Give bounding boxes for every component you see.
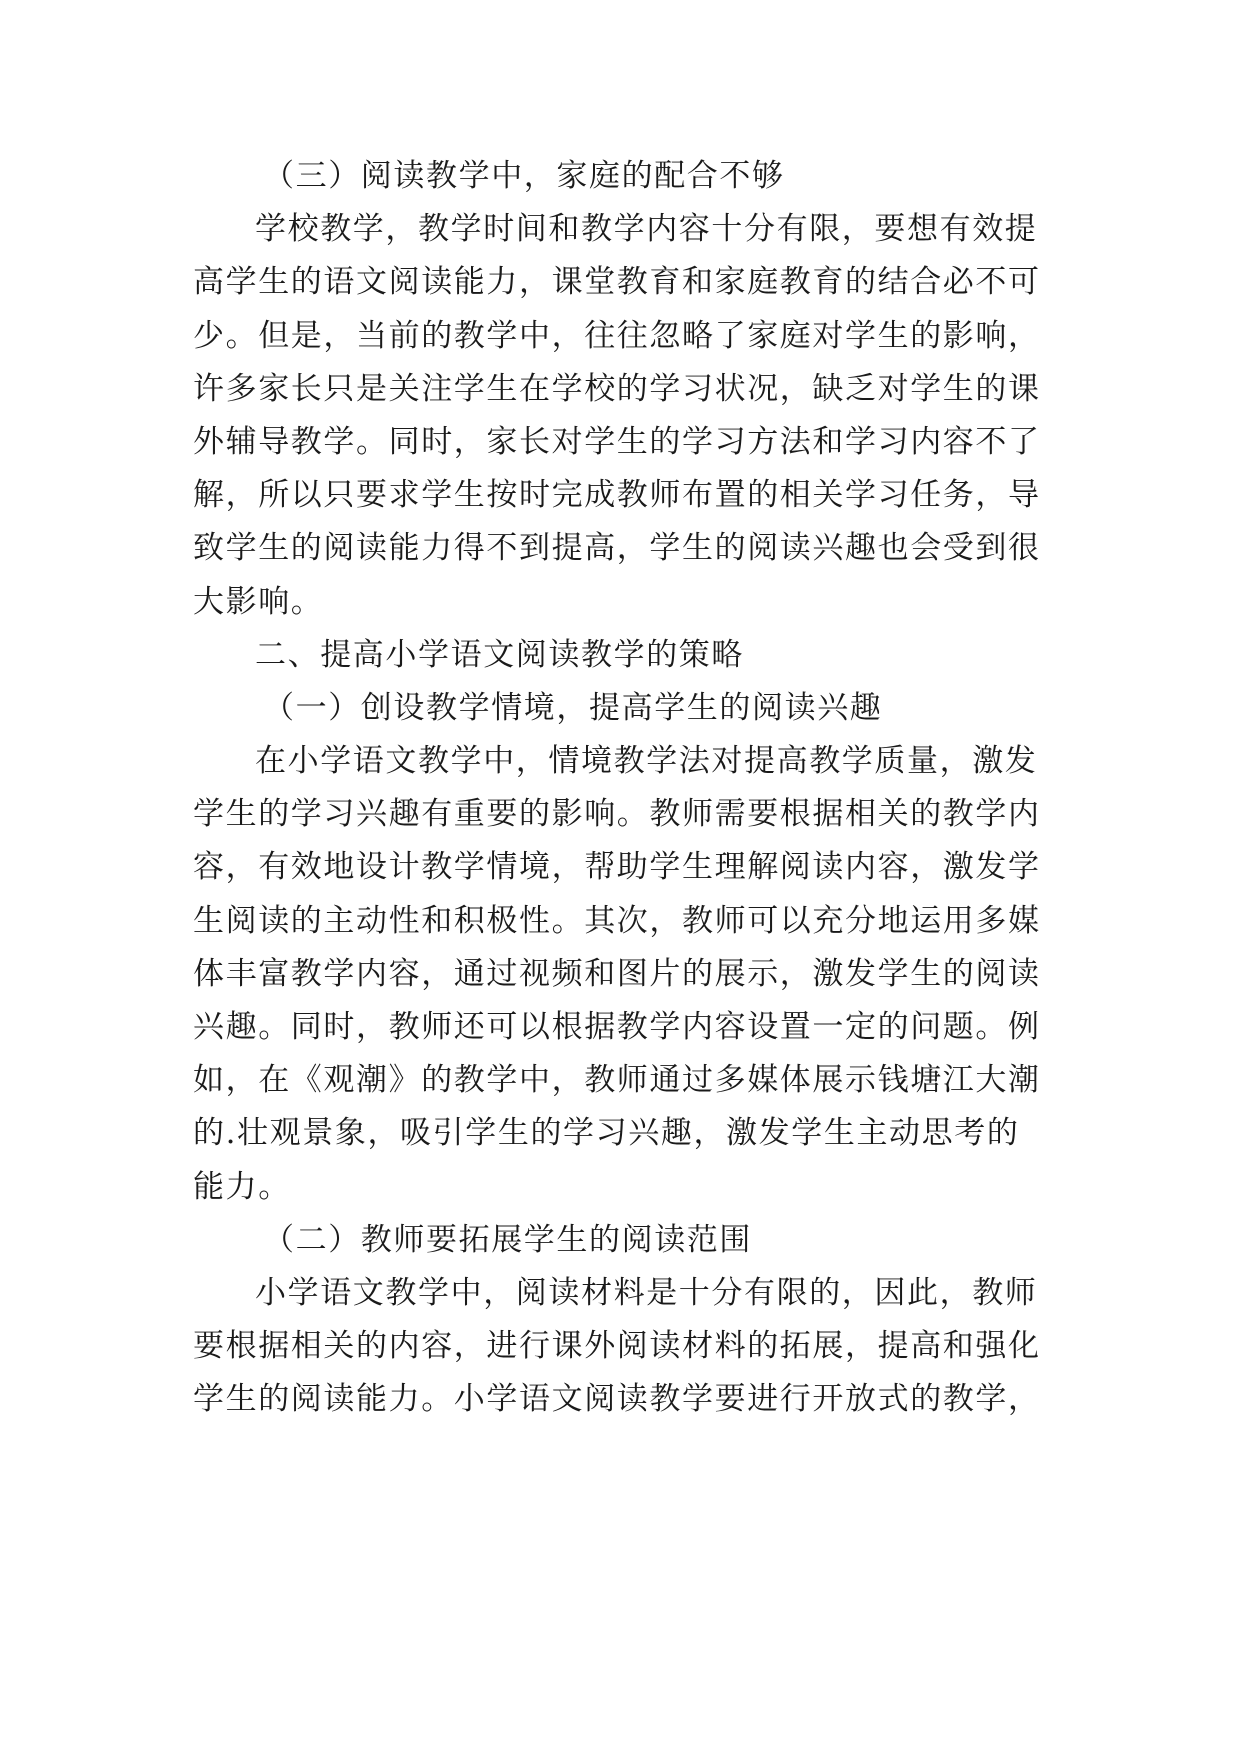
- paragraph-line: 许多家长只是关注学生在学校的学习状况，缺乏对学生的课: [193, 370, 1041, 407]
- paragraph-line: 生阅读的主动性和积极性。其次，教师可以充分地运用多媒: [193, 902, 1041, 939]
- subheading-reading-scope: （二）教师要拓展学生的阅读范围: [263, 1221, 752, 1258]
- paragraph-line: 如，在《观潮》的教学中，教师通过多媒体展示钱塘江大潮: [193, 1062, 1041, 1099]
- subheading-family-cooperation: （三）阅读教学中，家庭的配合不够: [263, 158, 785, 194]
- paragraph-line: 体丰富教学内容，通过视频和图片的展示，激发学生的阅读: [193, 955, 1041, 992]
- section-heading-strategies: 二、提高小学语文阅读教学的策略: [255, 636, 744, 673]
- subheading-teaching-situation: （一）创设教学情境，提高学生的阅读兴趣: [263, 689, 883, 726]
- paragraph-line: 学生的学习兴趣有重要的影响。教师需要根据相关的教学内: [193, 796, 1041, 833]
- paragraph-line: 在小学语文教学中，情境教学法对提高教学质量，激发: [255, 743, 1038, 780]
- paragraph-line: 大影响。: [193, 583, 324, 620]
- paragraph-line: 要根据相关的内容，进行课外阅读材料的拓展，提高和强化: [193, 1328, 1041, 1365]
- paragraph-line: 的.壮观景象，吸引学生的学习兴趣，激发学生主动思考的: [193, 1115, 1020, 1152]
- paragraph-line: 致学生的阅读能力得不到提高，学生的阅读兴趣也会受到很: [193, 530, 1041, 567]
- paragraph-line: 少。但是，当前的教学中，往往忽略了家庭对学生的影响，: [193, 317, 1041, 354]
- paragraph-line: 兴趣。同时，教师还可以根据教学内容设置一定的问题。例: [193, 1009, 1041, 1045]
- paragraph-line: 外辅导教学。同时，家长对学生的学习方法和学习内容不了: [193, 423, 1041, 460]
- paragraph-line: 小学语文教学中，阅读材料是十分有限的，因此，教师: [255, 1274, 1038, 1311]
- paragraph-line: 学生的阅读能力。小学语文阅读教学要进行开放式的教学，: [193, 1381, 1041, 1418]
- document-page: [193, 150, 1053, 1427]
- paragraph-line: 能力。: [193, 1168, 291, 1205]
- paragraph-line: 高学生的语文阅读能力，课堂教育和家庭教育的结合必不可: [193, 264, 1041, 301]
- paragraph-line: 学校教学，教学时间和教学内容十分有限，要想有效提: [255, 211, 1038, 248]
- paragraph-line: 容，有效地设计教学情境，帮助学生理解阅读内容，激发学: [193, 849, 1041, 886]
- paragraph-line: 解，所以只要求学生按时完成教师布置的相关学习任务，导: [193, 477, 1041, 514]
